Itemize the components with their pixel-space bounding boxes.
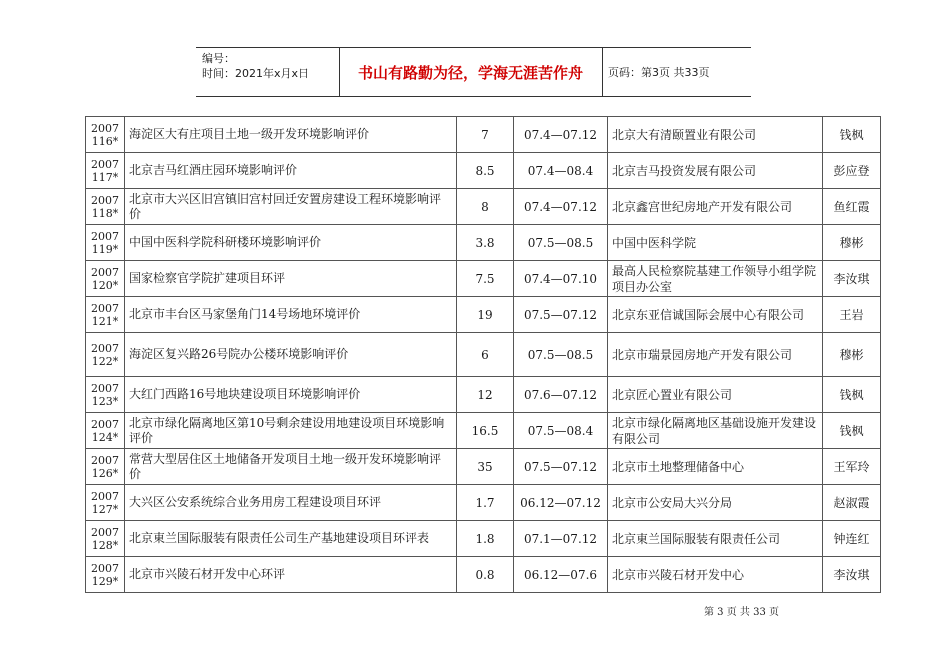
- leader-cell: 钱枫: [823, 413, 881, 449]
- project-seq: 121*: [91, 314, 119, 328]
- table-row: [86, 333, 881, 377]
- leader-cell: 穆彬: [823, 225, 881, 261]
- project-name-cell: 海淀区复兴路26号院办公楼环境影响评价: [125, 333, 457, 377]
- period-cell: 07.6—07.12: [514, 377, 608, 413]
- amount-cell: 19: [457, 297, 514, 333]
- amount-cell: 7.5: [457, 261, 514, 297]
- project-seq: 127*: [91, 502, 119, 516]
- amount-cell: 8: [457, 189, 514, 225]
- project-number-cell: [86, 261, 125, 297]
- client-cell: 北京大有清颐置业有限公司: [608, 117, 823, 153]
- page-footer: 第 3 页 共 33 页: [704, 607, 779, 618]
- project-year: 2007: [91, 525, 119, 539]
- header-page-code: 页码：第3页 共33页: [608, 66, 710, 79]
- client-cell: 北京市瑞景园房地产开发有限公司: [608, 333, 823, 377]
- client-cell: 北京市土地整理储备中心: [608, 449, 823, 485]
- project-seq: 124*: [91, 430, 119, 444]
- amount-cell: 12: [457, 377, 514, 413]
- project-number-cell: [86, 413, 125, 449]
- amount-cell: 35: [457, 449, 514, 485]
- project-year: 2007: [91, 561, 119, 575]
- client-cell: 北京東兰国际服装有限责任公司: [608, 521, 823, 557]
- leader-cell: 钟连红: [823, 521, 881, 557]
- period-cell: 07.4—07.12: [514, 117, 608, 153]
- leader-cell: 鱼红霞: [823, 189, 881, 225]
- project-number-cell: [86, 557, 125, 593]
- project-year: 2007: [91, 341, 119, 355]
- project-seq: 120*: [91, 278, 119, 292]
- period-cell: 06.12—07.12: [514, 485, 608, 521]
- project-seq: 116*: [91, 134, 119, 148]
- page-header: [196, 47, 751, 97]
- period-cell: 07.4—08.4: [514, 153, 608, 189]
- table-row: [86, 377, 881, 413]
- table-row: [86, 297, 881, 333]
- number-label: 编号：: [202, 52, 235, 65]
- project-seq: 129*: [91, 574, 119, 588]
- project-seq: 117*: [91, 170, 119, 184]
- project-number-cell: [86, 189, 125, 225]
- leader-cell: 李汝琪: [823, 557, 881, 593]
- project-name-cell: 北京市绿化隔离地区第10号剩余建设用地建设项目环境影响评价: [125, 413, 457, 449]
- period-cell: 07.5—07.12: [514, 449, 608, 485]
- amount-cell: 7: [457, 117, 514, 153]
- amount-cell: 16.5: [457, 413, 514, 449]
- header-meta: [202, 51, 309, 81]
- project-number-cell: [86, 521, 125, 557]
- project-name-cell: 大红门西路16号地块建设项目环境影响评价: [125, 377, 457, 413]
- amount-cell: 0.8: [457, 557, 514, 593]
- project-year: 2007: [91, 301, 119, 315]
- amount-cell: 8.5: [457, 153, 514, 189]
- period-cell: 07.5—07.12: [514, 297, 608, 333]
- leader-cell: 赵淑霞: [823, 485, 881, 521]
- project-name-cell: 大兴区公安系统综合业务用房工程建设项目环评: [125, 485, 457, 521]
- amount-cell: 1.7: [457, 485, 514, 521]
- project-table: [85, 116, 881, 593]
- leader-cell: 钱枫: [823, 377, 881, 413]
- project-year: 2007: [91, 121, 119, 135]
- leader-cell: 王军玲: [823, 449, 881, 485]
- project-number-cell: [86, 225, 125, 261]
- project-name-cell: 北京市兴陵石材开发中心环评: [125, 557, 457, 593]
- project-name-cell: 北京市大兴区旧宫镇旧宫村回迁安置房建设工程环境影响评价: [125, 189, 457, 225]
- period-cell: 07.4—07.12: [514, 189, 608, 225]
- project-year: 2007: [91, 265, 119, 279]
- period-cell: 07.5—08.4: [514, 413, 608, 449]
- leader-cell: 钱枫: [823, 117, 881, 153]
- client-cell: 北京市兴陵石材开发中心: [608, 557, 823, 593]
- period-cell: 06.12—07.6: [514, 557, 608, 593]
- project-name-cell: 北京吉马红酒庄园环境影响评价: [125, 153, 457, 189]
- project-year: 2007: [91, 381, 119, 395]
- project-number-cell: [86, 333, 125, 377]
- table-row: [86, 557, 881, 593]
- table-row: [86, 189, 881, 225]
- client-cell: 北京市公安局大兴分局: [608, 485, 823, 521]
- table-row: [86, 413, 881, 449]
- table-row: [86, 449, 881, 485]
- project-name-cell: 中国中医科学院科研楼环境影响评价: [125, 225, 457, 261]
- project-year: 2007: [91, 157, 119, 171]
- leader-cell: 李汝琪: [823, 261, 881, 297]
- project-number-cell: [86, 297, 125, 333]
- client-cell: 中国中医科学院: [608, 225, 823, 261]
- client-cell: 北京市绿化隔离地区基础设施开发建设有限公司: [608, 413, 823, 449]
- project-name-cell: 常营大型居住区土地储备开发项目土地一级开发环境影响评价: [125, 449, 457, 485]
- table-row: [86, 261, 881, 297]
- client-cell: 北京吉马投资发展有限公司: [608, 153, 823, 189]
- leader-cell: 王岩: [823, 297, 881, 333]
- header-divider: [602, 47, 603, 97]
- project-number-cell: [86, 377, 125, 413]
- client-cell: 最高人民检察院基建工作领导小组学院项目办公室: [608, 261, 823, 297]
- table-row: [86, 225, 881, 261]
- period-cell: 07.4—07.10: [514, 261, 608, 297]
- project-year: 2007: [91, 417, 119, 431]
- project-year: 2007: [91, 453, 119, 467]
- table-row: [86, 521, 881, 557]
- table-row: [86, 485, 881, 521]
- period-cell: 07.5—08.5: [514, 333, 608, 377]
- project-seq: 118*: [91, 206, 119, 220]
- project-number-cell: [86, 449, 125, 485]
- amount-cell: 6: [457, 333, 514, 377]
- project-number-cell: [86, 485, 125, 521]
- project-seq: 122*: [91, 354, 119, 368]
- table-row: [86, 117, 881, 153]
- project-name-cell: 北京市丰台区马家堡角门14号场地环境评价: [125, 297, 457, 333]
- amount-cell: 3.8: [457, 225, 514, 261]
- project-year: 2007: [91, 229, 119, 243]
- project-name-cell: 海淀区大有庄项目土地一级开发环境影响评价: [125, 117, 457, 153]
- project-year: 2007: [91, 193, 119, 207]
- header-motto: 书山有路勤为径，学海无涯苦作舟: [357, 63, 583, 82]
- project-number-cell: [86, 153, 125, 189]
- client-cell: 北京鑫宫世纪房地产开发有限公司: [608, 189, 823, 225]
- project-name-cell: 北京東兰国际服装有限责任公司生产基地建设项目环评表: [125, 521, 457, 557]
- client-cell: 北京东亚信诚国际会展中心有限公司: [608, 297, 823, 333]
- period-cell: 07.1—07.12: [514, 521, 608, 557]
- project-seq: 128*: [91, 538, 119, 552]
- project-year: 2007: [91, 489, 119, 503]
- project-seq: 123*: [91, 394, 119, 408]
- project-seq: 126*: [91, 466, 119, 480]
- project-number-cell: [86, 117, 125, 153]
- leader-cell: 彭应登: [823, 153, 881, 189]
- project-name-cell: 国家检察官学院扩建项目环评: [125, 261, 457, 297]
- project-seq: 119*: [91, 242, 119, 256]
- leader-cell: 穆彬: [823, 333, 881, 377]
- time-label: 时间：2021年x月x日: [202, 67, 310, 80]
- client-cell: 北京匠心置业有限公司: [608, 377, 823, 413]
- amount-cell: 1.8: [457, 521, 514, 557]
- period-cell: 07.5—08.5: [514, 225, 608, 261]
- table-row: [86, 153, 881, 189]
